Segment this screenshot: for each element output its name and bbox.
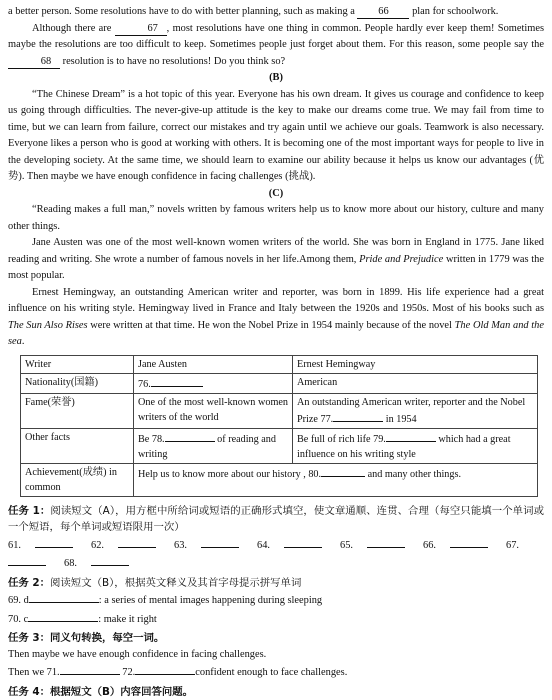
task-4: [8, 684, 544, 700]
answer-blank[interactable]: [91, 554, 129, 566]
task-3-sentence-2: [8, 663, 544, 682]
text-span: plan for schoolwork.: [412, 6, 498, 17]
section-a-para2: [8, 21, 544, 71]
table-label-achievement: Achievement(成绩) in common: [21, 463, 134, 496]
answer-number: 68.: [64, 558, 77, 569]
text-span: resolution is to have no resolutions! Do you think so?: [63, 56, 286, 67]
text-span: : make it right: [98, 614, 157, 625]
task-text: 同义句转换，每空一词。: [50, 632, 164, 644]
answer-blank[interactable]: [8, 554, 46, 566]
text-span: An outstanding American writer, reporter and the Nobel Prize 77.: [297, 397, 525, 425]
table-cell: [293, 428, 538, 463]
table-header-jane: Jane Austen: [134, 355, 293, 373]
book-title: The Sun Also Rises: [8, 320, 88, 331]
text-span: 72.: [122, 667, 135, 678]
table-cell: [134, 373, 293, 393]
task-text: 根据短文（B）内容回答问题。: [50, 686, 193, 698]
text-span: Help us to know more about our history , 80.: [138, 469, 321, 480]
table-cell: [293, 393, 538, 428]
answer-blank[interactable]: [118, 536, 156, 548]
task-label: 任务 1：: [8, 505, 50, 517]
answer-blank[interactable]: [367, 536, 405, 548]
table-row: [21, 428, 538, 463]
text-span: 70. c: [8, 614, 28, 625]
text-span: Although there are: [32, 23, 111, 34]
answer-slot: [257, 540, 336, 551]
table-label-other-facts: Other facts: [21, 428, 134, 463]
task-text: 阅读短文（B），根据英文释义及其首字母提示拼写单词: [50, 577, 301, 589]
answer-slot: [8, 540, 87, 551]
table-label-nationality: Nationality(国籍): [21, 373, 134, 393]
table-cell: American: [293, 373, 538, 393]
table-row: [21, 373, 538, 393]
blank-79[interactable]: [386, 430, 436, 442]
section-b-text: “The Chinese Dream” is a hot topic of this year. Everyone has his own dream. It gives us courage and confidence to keep us going through difficulties. The never-give-up attitude is the key to make our dreams come true. We may fail from time to time, but we can learn from failure, correct our mistakes and try again until we achieve our goals. Teamwork is also necessary. Everyone likes a person who is good at working with others. It is becoming one of the most important ways for people to live in the developing society. At the same time, we should learn to examine our ability because it helps us know our advantages (优势). Then maybe we have enough confidence in facing challenges (挑战).: [8, 87, 544, 186]
blank-67[interactable]: 67: [115, 23, 167, 36]
task-1: [8, 503, 544, 536]
blank-66[interactable]: 66: [357, 6, 409, 19]
question-70: [8, 610, 544, 629]
text-span: of reading and writing: [138, 434, 276, 460]
blank-68[interactable]: 68: [8, 56, 60, 69]
task-3: [8, 630, 544, 647]
answer-slot: [91, 540, 170, 551]
text-span: a better person. Some resolutions have to do with better planning, such as making a: [8, 6, 355, 17]
answer-slot: [423, 540, 502, 551]
section-c-para1: “Reading makes a full man,” novels written by famous writers help us to know more about our history, culture and many other things.: [8, 202, 544, 235]
answer-blank[interactable]: [35, 536, 73, 548]
text-span: in 1954: [386, 414, 417, 425]
text-span: confident enough to face challenges.: [195, 667, 347, 678]
text-span: Then we 71.: [8, 667, 60, 678]
blank-71[interactable]: [60, 663, 120, 675]
answer-number: 61.: [8, 540, 21, 551]
text-span: 69. d: [8, 595, 29, 606]
table-row: [21, 463, 538, 496]
answer-number: 67.: [506, 540, 519, 551]
section-b-heading: (B): [8, 70, 544, 87]
text-span: and many other things.: [368, 469, 461, 480]
text-span: were written at that time. He won the Nobel Prize in 1954 mainly because of the novel: [90, 320, 452, 331]
blank-76[interactable]: [151, 375, 203, 387]
blank-80[interactable]: [321, 465, 365, 477]
answer-slot: [64, 558, 143, 569]
blank-70[interactable]: [28, 610, 98, 622]
text-span: written in 1779 was the most popular.: [8, 254, 544, 282]
book-title: The Old Man and the sea: [8, 320, 544, 348]
blank-69[interactable]: [29, 591, 99, 603]
answer-blank[interactable]: [284, 536, 322, 548]
table-cell: One of the most well-known women writers of the world: [134, 393, 293, 428]
task-label: 任务 3：: [8, 632, 50, 644]
text-span: .: [22, 336, 25, 347]
book-title: Pride and Prejudice: [359, 254, 443, 265]
blank-77[interactable]: [333, 410, 383, 422]
table-row: [21, 355, 538, 373]
blank-72[interactable]: [135, 663, 195, 675]
answer-slot: [340, 540, 419, 551]
task-label: 任务 4：: [8, 686, 50, 698]
section-c-heading: (C): [8, 186, 544, 203]
answer-line-61-68: [8, 536, 544, 573]
text-span: Be full of rich life 79.: [297, 434, 386, 445]
table-row: [21, 393, 538, 428]
text-span: : a series of mental images happening during sleeping: [99, 595, 322, 606]
text-span: , most resolutions have one thing in common. People hardly ever keep them! Sometimes maybe the resolutions are too difficult to keep. Sometimes people just forget about them. For this reason, some people say the: [8, 23, 544, 51]
blank-78[interactable]: [165, 430, 215, 442]
section-c-para2: [8, 235, 544, 285]
question-69: [8, 591, 544, 610]
answer-slot: [174, 540, 253, 551]
text-span: 76.: [138, 379, 151, 390]
text-span: Jane Austen was one of the most well-known women writers of the world. She was born in England in 1775. Jane liked reading and writing. She wrote a number of famous novels in her life.Among them,: [8, 237, 544, 265]
answer-number: 65.: [340, 540, 353, 551]
answer-blank[interactable]: [201, 536, 239, 548]
task-3-sentence-1: Then maybe we have enough confidence in facing challenges.: [8, 647, 544, 664]
writer-table: [20, 355, 538, 497]
table-label-fame: Fame(荣誉): [21, 393, 134, 428]
task-text: 阅读短文（A），用方框中所给词或短语的正确形式填空，使文章通顺、连贯、合理（每空只能填一个单词或一个短语，每个单词或短语限用一次）: [8, 505, 544, 534]
section-a-line1: [8, 4, 544, 21]
answer-number: 63.: [174, 540, 187, 551]
table-cell: [134, 463, 538, 496]
table-cell: [134, 428, 293, 463]
answer-number: 66.: [423, 540, 436, 551]
section-c-para3: [8, 285, 544, 351]
text-span: Be 78.: [138, 434, 165, 445]
table-header-writer: Writer: [21, 355, 134, 373]
task-2: [8, 575, 544, 592]
answer-blank[interactable]: [450, 536, 488, 548]
text-span: which had a great influence on his writing style: [297, 434, 511, 460]
table-header-hemingway: Ernest Hemingway: [293, 355, 538, 373]
answer-number: 64.: [257, 540, 270, 551]
text-span: Ernest Hemingway, an outstanding American writer and reporter, was born in 1899. His life experience had a great influence on his writing style. Hemingway lived in France and Italy between the 1920s and 1950s. Most of his books such as: [8, 287, 544, 315]
answer-number: 62.: [91, 540, 104, 551]
task-label: 任务 2：: [8, 577, 50, 589]
